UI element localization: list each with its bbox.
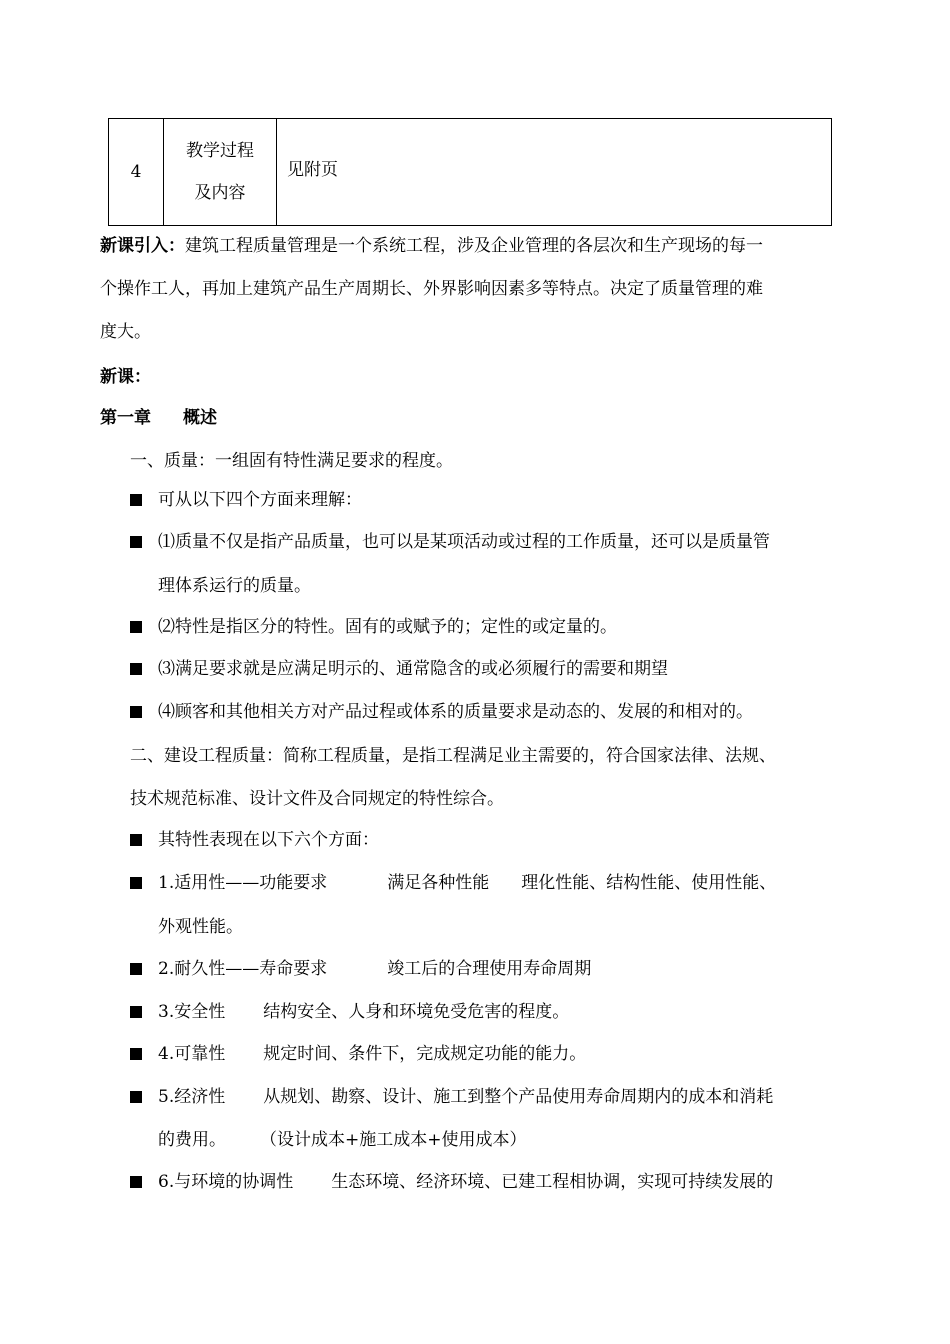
bullet-square-icon [130, 663, 142, 675]
intro-text1: 建筑工程质量管理是一个系统工程，涉及企业管理的各层次和生产现场的每一 [185, 236, 763, 256]
intro-label: 新课引入： [100, 236, 185, 256]
bullet-square-icon [130, 1048, 142, 1060]
row-label-line1: 教学过程 [186, 141, 254, 161]
intro-line2: 个操作工人，再加上建筑产品生产周期长、外界影响因素多等特点。决定了质量管理的难 [100, 279, 763, 299]
s2-bullet0: 其特性表现在以下六个方面： [158, 830, 379, 850]
s2-item1 [158, 872, 776, 894]
row-label [164, 119, 277, 226]
s2-item5-line2-b: （设计成本+施工成本+使用成本） [260, 1130, 527, 1150]
bullet-square-icon [130, 621, 142, 633]
s2-item6-a: 6.与环境的协调性 [158, 1172, 294, 1192]
s2-item5-line2 [158, 1129, 527, 1151]
s2-item2 [158, 958, 591, 980]
s2-item2-a: 2.耐久性——寿命要求 [158, 959, 328, 979]
s2-item5-line2-a: 的费用。 [158, 1130, 226, 1150]
section1-title: 一、质量：一组固有特性满足要求的程度。 [130, 451, 453, 471]
intro-line1 [100, 235, 763, 257]
row-number: 4 [109, 119, 164, 226]
chapter-title: 概述 [183, 408, 217, 428]
bullet-square-icon [130, 1091, 142, 1103]
bullet-square-icon [130, 706, 142, 718]
s2-item6-b: 生态环境、经济环境、已建工程相协调，实现可持续发展的 [331, 1172, 774, 1192]
s1-bullet0: 可从以下四个方面来理解： [158, 490, 362, 510]
s1-bullet4: ⑷顾客和其他相关方对产品过程或体系的质量要求是动态的、发展的和相对的。 [158, 702, 753, 722]
newcourse-heading: 新课： [100, 367, 151, 387]
s2-item3 [158, 1001, 569, 1023]
chapter-heading [100, 407, 217, 429]
s2-item2-b: 竣工后的合理使用寿命周期 [387, 959, 592, 979]
s1-bullet1-line2: 理体系运行的质量。 [158, 576, 311, 596]
s2-item5-a: 5.经济性 [158, 1087, 226, 1107]
s2-item6 [158, 1171, 773, 1193]
s2-item4 [158, 1043, 586, 1065]
intro-line3: 度大。 [100, 322, 151, 342]
row-content-text: 见附页 [287, 160, 338, 180]
s2-item1-line2: 外观性能。 [158, 917, 243, 937]
s2-item4-a: 4.可靠性 [158, 1044, 226, 1064]
row-label-line2: 及内容 [194, 183, 246, 203]
section2-line1: 二、建设工程质量：简称工程质量，是指工程满足业主需要的，符合国家法律、法规、 [130, 746, 776, 766]
table-row [109, 119, 832, 226]
s2-item1-a: 1.适用性——功能要求 [158, 873, 328, 893]
s2-item5 [158, 1086, 773, 1108]
bullet-square-icon [130, 834, 142, 846]
chapter-number: 第一章 [100, 408, 151, 428]
bullet-square-icon [130, 1176, 142, 1188]
s2-item5-b: 从规划、勘察、设计、施工到整个产品使用寿命周期内的成本和消耗 [263, 1087, 774, 1107]
bullet-square-icon [130, 1006, 142, 1018]
s2-item3-a: 3.安全性 [158, 1002, 226, 1022]
s2-item3-b: 结构安全、人身和环境免受危害的程度。 [263, 1002, 570, 1022]
s2-item1-c: 理化性能、结构性能、使用性能、 [521, 873, 777, 893]
section2-line2: 技术规范标准、设计文件及合同规定的特性综合。 [130, 789, 504, 809]
bullet-square-icon [130, 536, 142, 548]
s1-bullet1-line1: ⑴质量不仅是指产品质量，也可以是某项活动或过程的工作质量，还可以是质量管 [158, 532, 770, 552]
bullet-square-icon [130, 963, 142, 975]
bullet-square-icon [130, 494, 142, 506]
s1-bullet2: ⑵特性是指区分的特性。固有的或赋予的；定性的或定量的。 [158, 617, 617, 637]
s2-item1-b: 满足各种性能 [387, 873, 490, 893]
bullet-square-icon [130, 877, 142, 889]
lesson-table [108, 118, 832, 226]
s2-item4-b: 规定时间、条件下，完成规定功能的能力。 [263, 1044, 587, 1064]
s1-bullet3: ⑶满足要求就是应满足明示的、通常隐含的或必须履行的需要和期望 [158, 659, 668, 679]
row-content [277, 119, 832, 226]
